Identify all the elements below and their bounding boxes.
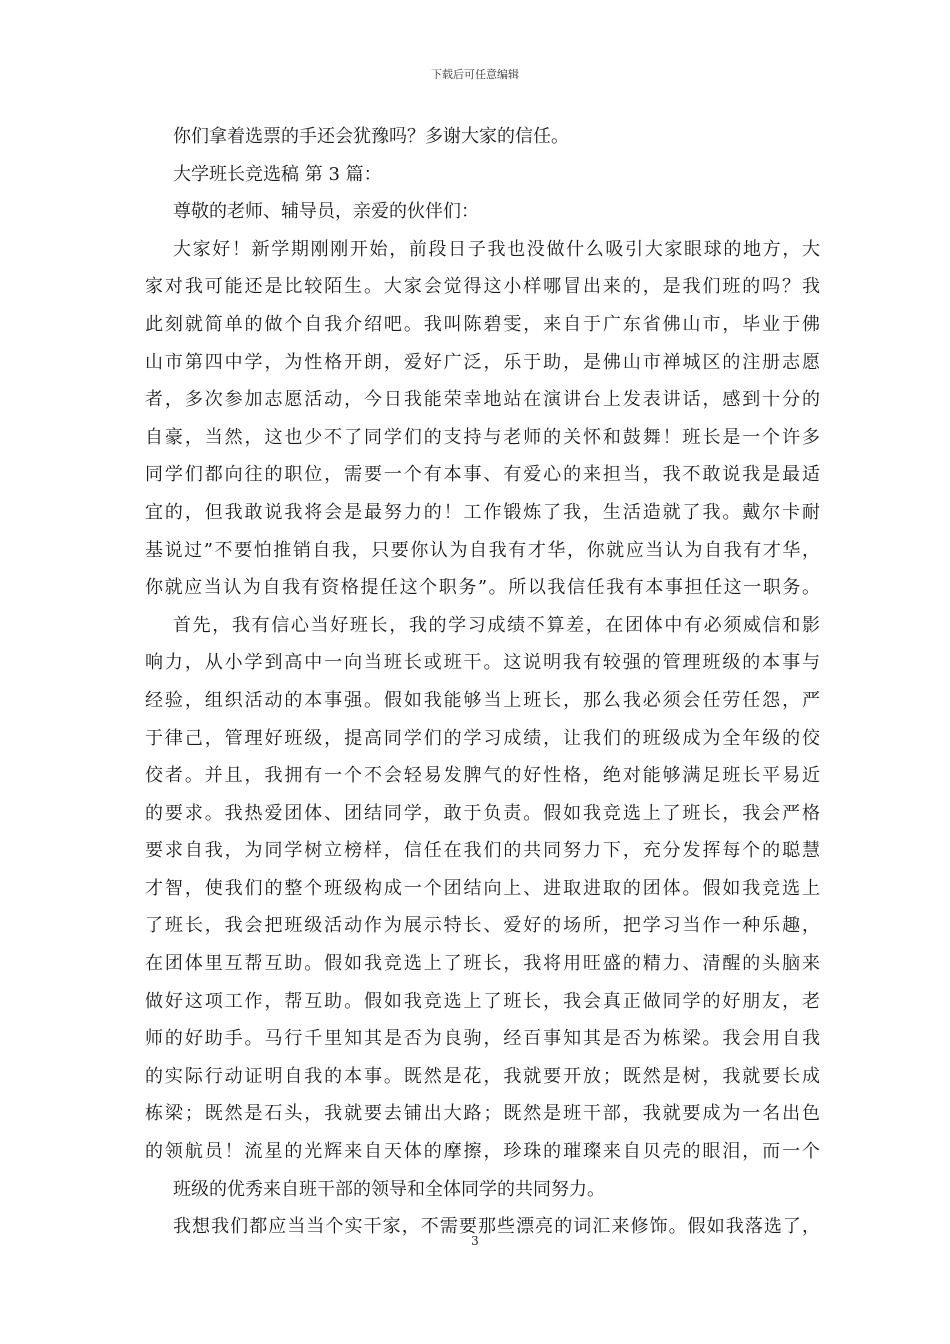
text-line: 做好这项工作，帮互助。假如我竞选上了班长，我会真正做同学的好朋友，老 [145, 990, 820, 1012]
text-line: 我想我们都应当当个实干家，不需要那些漂亮的词汇来修饰。假如我落选了， [173, 1216, 820, 1238]
text-line: 于律己，管理好班级，提高同学们的学习成绩，让我们的班级成为全年级的佼 [145, 727, 820, 749]
text-line: 的实际行动证明自我的本事。既然是花，我就要开放；既然是树，我就要长成 [145, 1065, 820, 1087]
text-line: 山市第四中学，为性格开朗，爱好广泛，乐于助，是佛山市禅城区的注册志愿 [145, 351, 820, 373]
text-line: 你就应当认为自我有资格提任这个职务”。所以我信任我有本事担任这一职务。 [145, 577, 820, 599]
text-line: 同学们都向往的职位，需要一个有本事、有爱心的来担当，我不敢说我是最适 [145, 464, 820, 486]
text-line: 在团体里互帮互助。假如我竞选上了班长，我将用旺盛的精力、清醒的头脑来 [145, 953, 820, 975]
text-line: 宜的，但我敢说我将会是最努力的！工作锻炼了我，生活造就了我。戴尔卡耐 [145, 501, 820, 523]
text-line: 的要求。我热爱团体、团结同学，敢于负责。假如我竞选上了班长，我会严格 [145, 802, 820, 824]
text-line: 师的好助手。马行千里知其是否为良驹，经百事知其是否为栋梁。我会用自我 [145, 1028, 820, 1050]
text-line: 大家好！新学期刚刚开始，前段日子我也没做什么吸引大家眼球的地方，大 [173, 238, 820, 260]
text-line: 班级的优秀来自班干部的领导和全体同学的共同努力。 [173, 1178, 605, 1200]
text-line: 家对我可能还是比较陌生。大家会觉得这小样哪冒出来的，是我们班的吗？我 [145, 276, 820, 298]
page-header: 下载后可任意编辑 [431, 68, 519, 81]
text-line: 此刻就简单的做个自我介绍吧。我叫陈碧雯，来自于广东省佛山市，毕业于佛 [145, 313, 820, 335]
text-line: 才智，使我们的整个班级构成一个团结向上、进取进取的团体。假如我竞选上 [145, 877, 820, 899]
text-line: 者，多次参加志愿活动，今日我能荣幸地站在演讲台上发表讲话，感到十分的 [145, 389, 820, 411]
text-line: 栋梁；既然是石头，我就要去铺出大路；既然是班干部，我就要成为一名出色 [145, 1103, 820, 1125]
text-line: 经验，组织活动的本事强。假如我能够当上班长，那么我必须会任劳任怨，严 [145, 689, 820, 711]
text-line: 要求自我，为同学树立榜样，信任在我们的共同努力下，充分发挥每个的聪慧 [145, 840, 820, 862]
document-body [145, 118, 820, 1246]
page-number: 3 [471, 1234, 479, 1248]
text-line: 首先，我有信心当好班长，我的学习成绩不算差，在团体中有必须威信和影 [173, 614, 820, 636]
text-line: 响力，从小学到高中一向当班长或班干。这说明我有较强的管理班级的本事与 [145, 652, 820, 674]
text-line: 的领航员！流星的光辉来自天体的摩擦，珍珠的璀璨来自贝壳的眼泪，而一个 [145, 1141, 820, 1163]
text-line: 尊敬的老师、辅导员，亲爱的伙伴们： [173, 201, 479, 223]
text-line: 你们拿着选票的手还会犹豫吗？多谢大家的信任。 [173, 126, 569, 147]
text-line: 了班长，我会把班级活动作为展示特长、爱好的场所，把学习当作一种乐趣， [145, 915, 820, 937]
text-line: 基说过”不要怕推销自我，只要你认为自我有才华，你就应当认为自我有才华， [145, 539, 820, 561]
text-line: 佼者。并且，我拥有一个不会轻易发脾气的好性格，绝对能够满足班长平易近 [145, 765, 820, 787]
text-line: 大学班长竞选稿 第 3 篇： [173, 163, 382, 185]
text-line: 自豪，当然，这也少不了同学们的支持与老师的关怀和鼓舞！班长是一个许多 [145, 426, 820, 448]
